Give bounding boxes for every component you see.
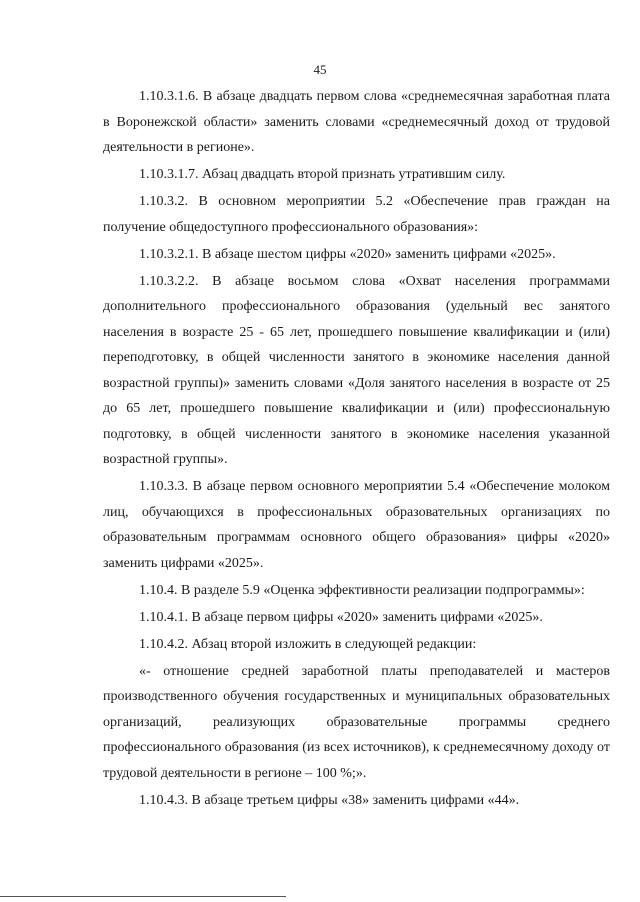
paragraph-1-10-4: 1.10.4. В разделе 5.9 «Оценка эффективности реализации подпрограммы»: — [139, 582, 585, 598]
paragraph-1-10-3-1-7: 1.10.3.1.7. Абзац двадцать второй признать утратившим силу. — [139, 167, 506, 182]
paragraph-1-10-3-3: 1.10.3.3. В абзаце первом основного мероприятии 5.4 «Обеспечение молоком лиц, обучающихся в профессиональных образовательных организациях по образовательным программам основного общего образования» цифры «2020» заменить цифрами «2025». — [103, 479, 610, 571]
paragraph-1-10-4-1: 1.10.4.1. В абзаце первом цифры «2020» заменить цифрами «2025». — [139, 609, 543, 625]
paragraph-1-10-3-2-2: 1.10.3.2.2. В абзаце восьмом слова «Охват населения программами дополнительного профессионального образования (удельный вес занятого населения в возрасте 25 - 65 лет, прошедшего повышение квалификации и (или) переподготовку, в общей численности занятого в экономике населения данной возрастной группы)» заменить словами «Доля занятого населения в возрасте от 25 до 65 лет, прошедшего повышение квалификации и (или) профессиональную подготовку, в общей численности занятого в экономике населения указанной возрастной группы». — [103, 273, 610, 467]
paragraph-quoted-amendment: «- отношение средней заработной платы преподавателей и мастеров производственного обучения государственных и муниципальных образовательных организаций, реализующих образовательные программы среднего профессионального образования (из всех источников), к среднемесячному доходу от трудовой деятельности в регионе – 100 %;». — [103, 663, 610, 781]
bottom-rule — [0, 896, 286, 897]
paragraph-1-10-3-2: 1.10.3.2. В основном мероприятии 5.2 «Обеспечение прав граждан на получение общедоступного профессионального образования»: — [103, 194, 610, 235]
paragraph-1-10-4-3: 1.10.4.3. В абзаце третьем цифры «38» заменить цифрами «44». — [139, 792, 520, 808]
page-number: 45 — [313, 62, 327, 77]
paragraph-1-10-3-1-6: 1.10.3.1.6. В абзаце двадцать первом слова «среднемесячная заработная плата в Воронежской области» заменить словами «среднемесячный доход от трудовой деятельности в регионе». — [103, 89, 610, 155]
paragraph-1-10-3-2-1: 1.10.3.2.1. В абзаце шестом цифры «2020» заменить цифрами «2025». — [139, 246, 556, 262]
paragraph-1-10-4-2: 1.10.4.2. Абзац второй изложить в следующей редакции: — [139, 636, 477, 652]
document-body — [103, 84, 610, 813]
